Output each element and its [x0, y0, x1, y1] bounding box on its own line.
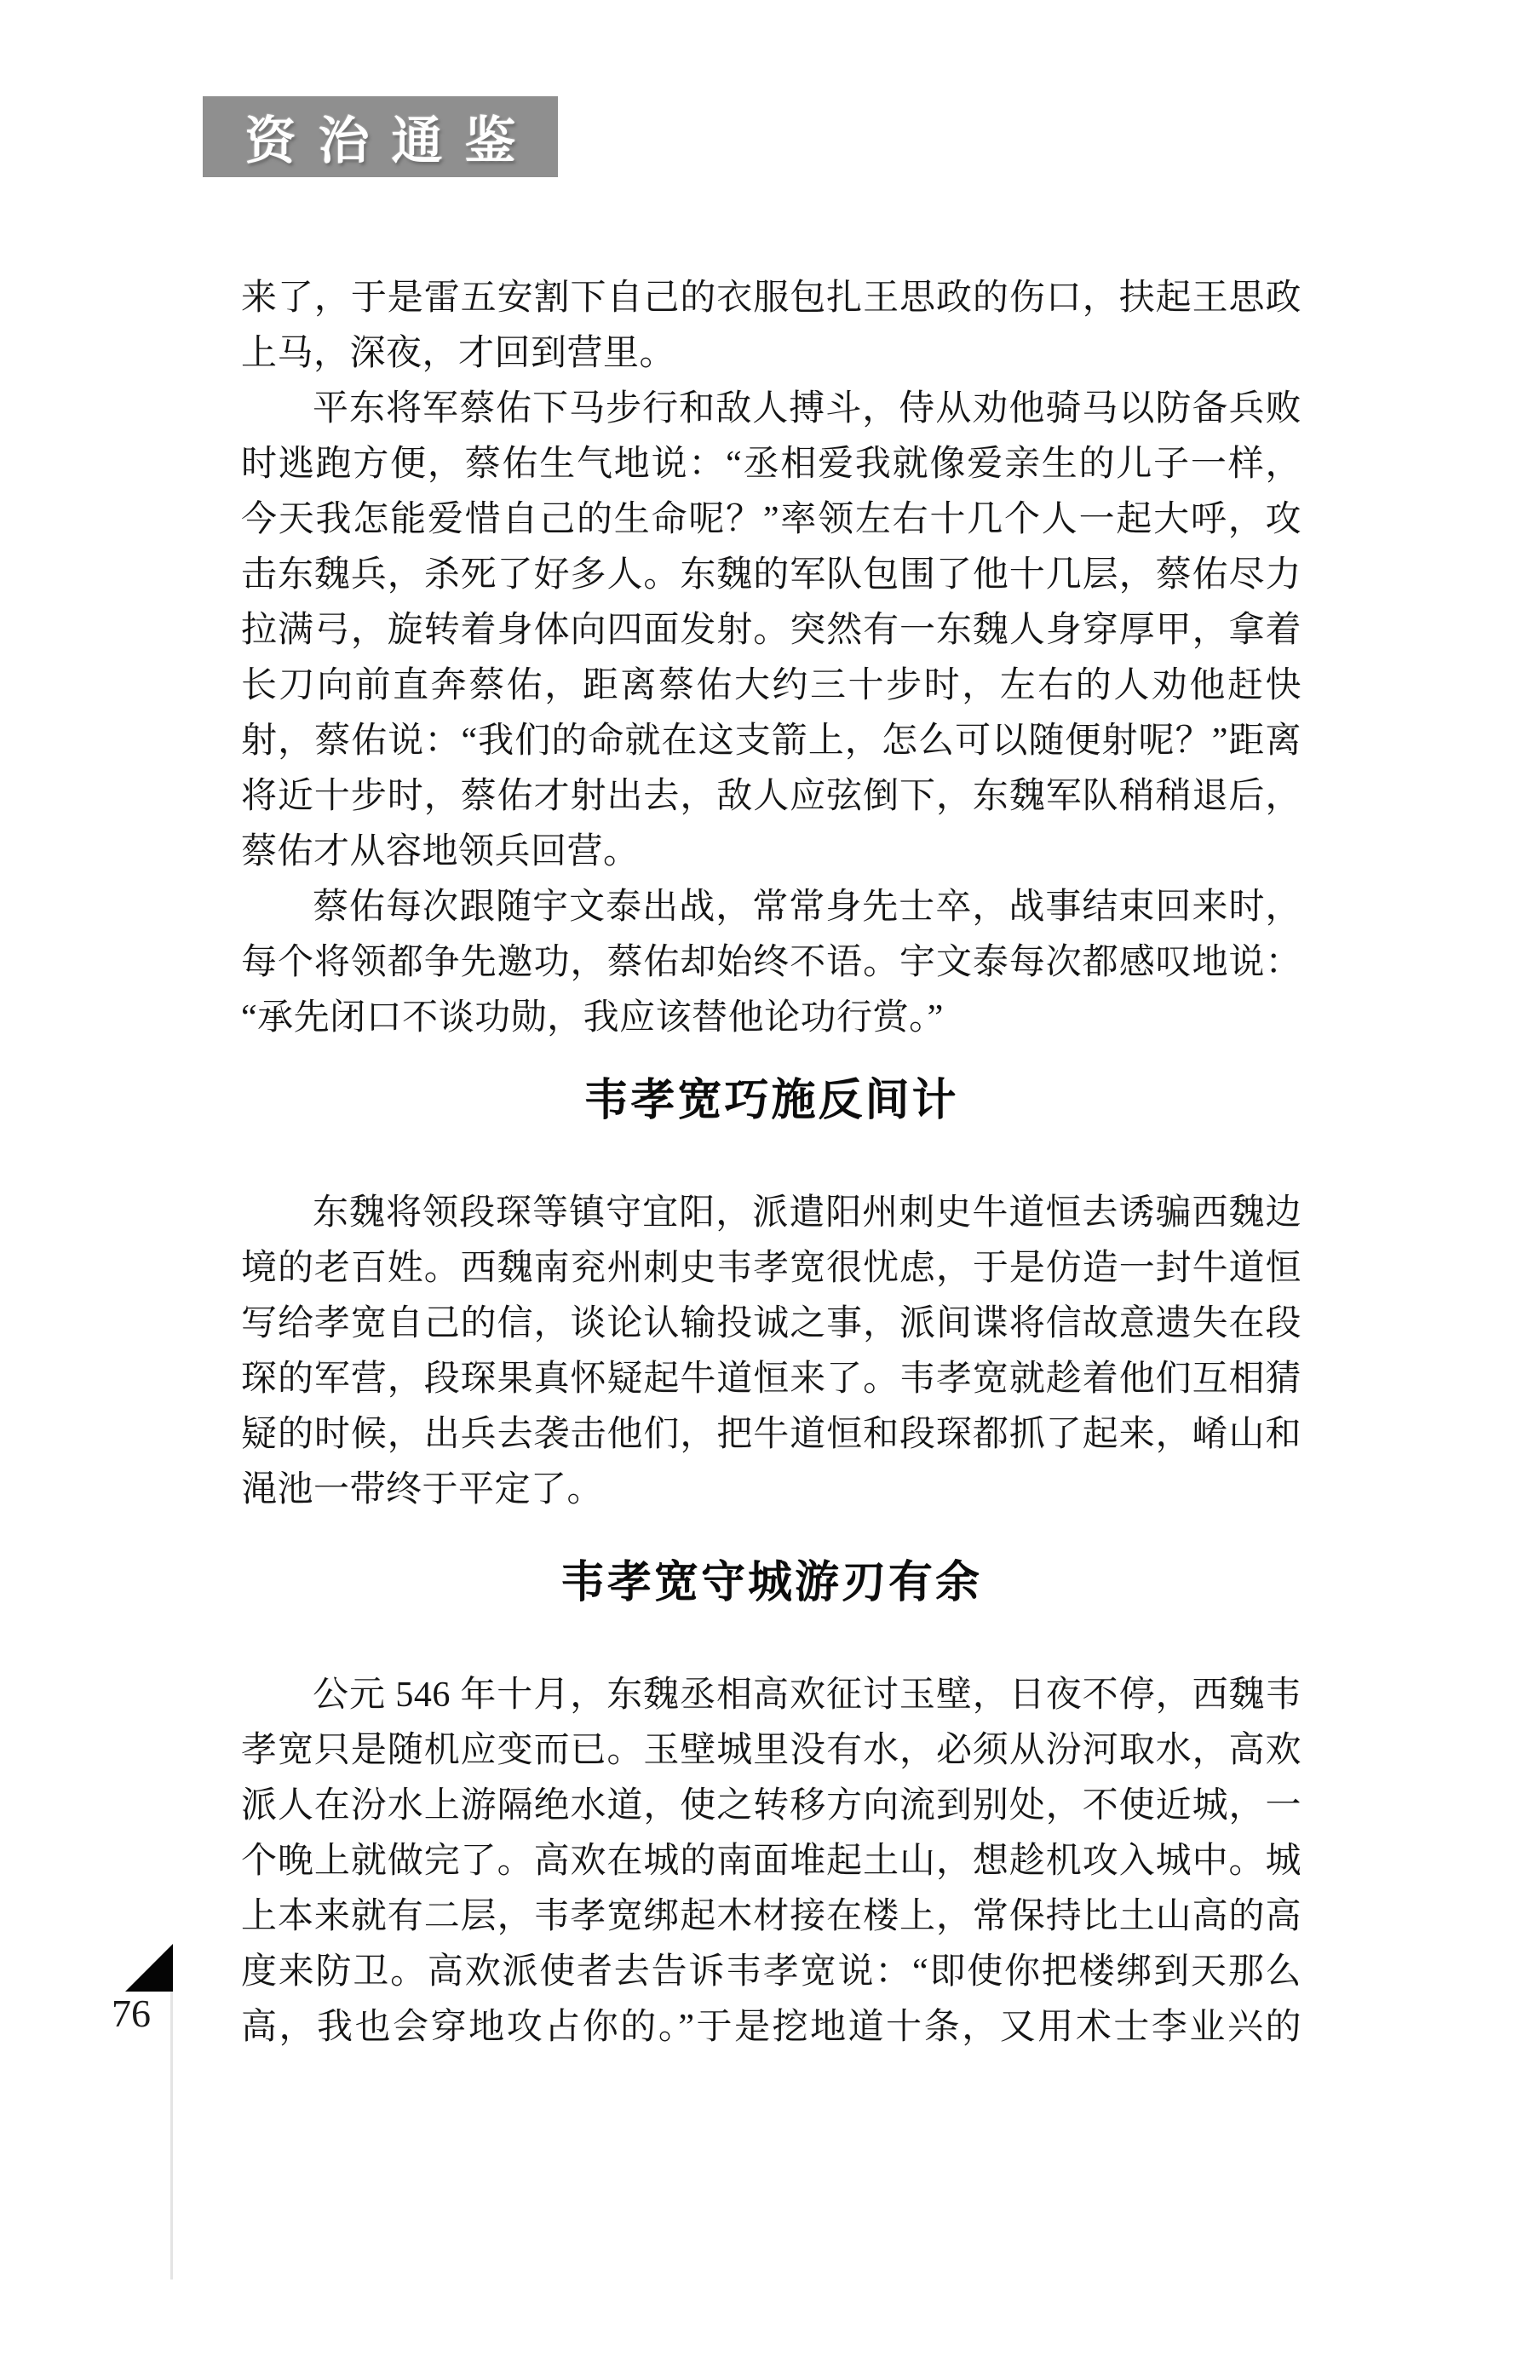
page-corner-triangle-icon	[125, 1944, 173, 1992]
text-line: 疑的时候，出兵去袭击他们，把牛道恒和段琛都抓了起来，崤山和	[241, 1415, 1302, 1454]
text-line: “承先闭口不谈功勋，我应该替他论功行赏。”	[241, 998, 944, 1038]
book-title-text: 资治通鉴	[244, 112, 538, 170]
text-line: 东魏将领段琛等镇守宜阳，派遣阳州刺史牛道恒去诱骗西魏边	[313, 1193, 1302, 1233]
text-line: 每个将领都争先邀功，蔡佑却始终不语。宇文泰每次都感叹地说：	[241, 943, 1302, 982]
text-line: 高，我也会穿地攻占你的。”于是挖地道十条，又用术士李业兴的	[241, 2008, 1302, 2047]
text-line: 将近十步时，蔡佑才射出去，敌人应弦倒下，东魏军队稍稍退后，	[241, 777, 1302, 816]
text-line: 琛的军营，段琛果真怀疑起牛道恒来了。韦孝宽就趁着他们互相猜	[241, 1360, 1302, 1399]
text-line: 写给孝宽自己的信，谈论认输投诚之事，派间谍将信故意遗失在段	[241, 1304, 1302, 1343]
text-line: 公元 546 年十月，东魏丞相高欢征讨玉壁，日夜不停，西魏韦	[313, 1676, 1302, 1715]
text-line: 蔡佑才从容地领兵回营。	[241, 832, 640, 871]
text-column	[241, 271, 1302, 2055]
text-line: 拉满弓，旋转着身体向四面发射。突然有一东魏人身穿厚甲，拿着	[241, 611, 1302, 650]
book-title-banner	[203, 96, 558, 177]
text-line: 长刀向前直奔蔡佑，距离蔡佑大约三十步时，左右的人劝他赶快	[241, 666, 1302, 705]
section-heading-shoucheng: 韦孝宽守城游刃有余	[560, 1558, 982, 1607]
text-line: 时逃跑方便，蔡佑生气地说：“丞相爱我就像爱亲生的儿子一样，	[241, 445, 1302, 484]
text-line: 孝宽只是随机应变而已。玉壁城里没有水，必须从汾河取水，高欢	[241, 1731, 1302, 1770]
text-line: 个晚上就做完了。高欢在城的南面堆起土山，想趁机攻入城中。城	[241, 1842, 1302, 1881]
page-number: 76	[112, 1992, 151, 2035]
text-line: 蔡佑每次跟随宇文泰出战，常常身先士卒，战事结束回来时，	[313, 888, 1302, 927]
footer-divider-line	[170, 1992, 173, 2279]
text-line: 度来防卫。高欢派使者去告诉韦孝宽说：“即使你把楼绑到天那么	[241, 1952, 1302, 1992]
text-line: 射，蔡佑说：“我们的命就在这支箭上，怎么可以随便射呢？”距离	[241, 721, 1302, 761]
section-heading-fanjianji: 韦孝宽巧施反间计	[583, 1076, 959, 1125]
text-line: 上本来就有二层，韦孝宽绑起木材接在楼上，常保持比土山高的高	[241, 1897, 1302, 1936]
text-line: 派人在汾水上游隔绝水道，使之转移方向流到别处，不使近城，一	[241, 1786, 1302, 1825]
text-line: 击东魏兵，杀死了好多人。东魏的军队包围了他十几层，蔡佑尽力	[241, 555, 1302, 595]
text-line: 境的老百姓。西魏南兖州刺史韦孝宽很忧虑，于是仿造一封牛道恒	[241, 1249, 1302, 1288]
text-line: 今天我怎能爱惜自己的生命呢？”率领左右十几个人一起大呼，攻	[241, 500, 1302, 539]
text-line: 渑池一带终于平定了。	[241, 1470, 604, 1509]
text-line: 平东将军蔡佑下马步行和敌人搏斗，侍从劝他骑马以防备兵败	[313, 389, 1302, 428]
text-line: 来了，于是雷五安割下自己的衣服包扎王思政的伤口，扶起王思政	[241, 279, 1302, 318]
text-line: 上马，深夜，才回到营里。	[241, 334, 676, 373]
